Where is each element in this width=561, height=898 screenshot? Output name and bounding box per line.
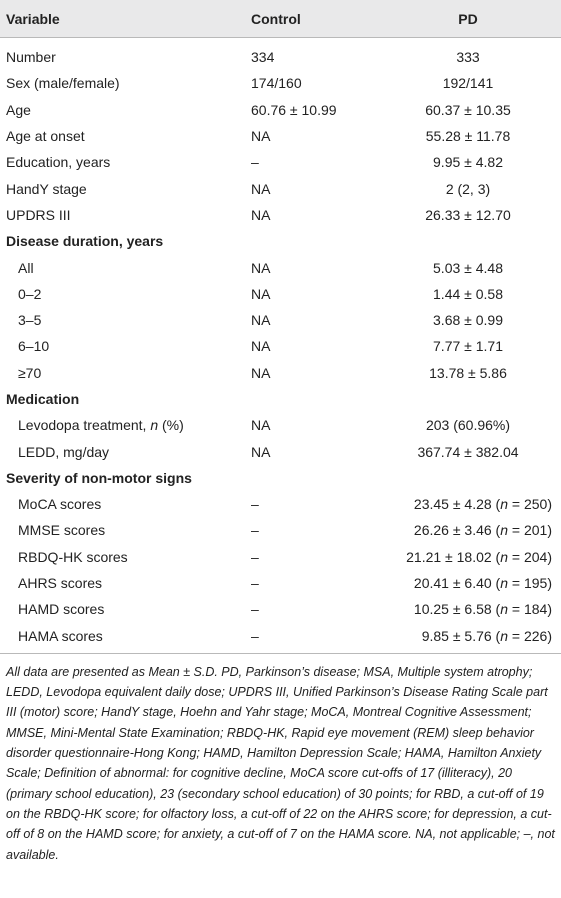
table-row [0,307,561,333]
row-pd-value: 7.77 ± 1.71 [433,338,503,355]
section-title-disease-duration: Disease duration, years [6,233,164,250]
row-label: LEDD, mg/day [18,443,110,460]
row-label: AHRS scores [18,575,103,592]
n-count: = 226) [508,627,552,644]
row-control-value: – [251,548,259,565]
row-control-value: NA [251,259,271,276]
table-row [0,412,561,438]
row-control-value: 60.76 ± 10.99 [251,101,337,118]
row-control-value: NA [251,417,271,434]
row-pd-value: 13.78 ± 5.86 [429,364,507,381]
section-heading-row [0,386,561,412]
row-control-value: NA [251,443,271,460]
row-label: Age at onset [6,128,85,145]
table-row [0,570,561,596]
row-label: HandY stage [6,180,87,197]
row-control-value: NA [251,180,271,197]
row-label: 3–5 [18,312,42,329]
section-heading-row [0,465,561,491]
row-label: Sex (male/female) [6,75,120,92]
n-symbol: n [500,575,509,592]
table-row [0,281,561,307]
table-row [0,623,561,654]
table-row [0,596,561,622]
table-row [0,175,561,201]
row-pd-value: 192/141 [442,75,494,92]
section-title-medication: Medication [6,391,80,407]
n-count: = 250) [508,496,552,513]
table-footnote: All data are presented as Mean ± S.D. PD, Parkinson’s disease; MSA, Multiple system atrophy; LEDD, Levodopa equivalent daily dose; UPDRS III, Unified Parkinson’s Disease Rating Scale part III (motor) score; HandY stage, Hoehn and Yahr stage; MoCA, Montreal Cognitive Assessment; MMSE, Mini-Mental State Examination; RBDQ-HK, Rapid eye movement (REM) sleep behavior disorder questionnaire-Hong Kong; HAMD, Hamilton Depression Scale; HAMA, Hamilton Anxiety Scale; Definition of abnormal: for cognitive decline, MoCA score cut-offs of 17 (illiteracy), 20 (primary school education), 23 (secondary school education) of 30 points; for RBD, a cut-off of 19 on the RBDQ-HK score; for olfactory loss, a cut-off of 22 on the AHRS score; for depression, a cut-off of 8 on the HAMD score; for anxiety, a cut-off of 7 on the HAMA score. NA, not applicable; –, not available. [6,664,555,862]
row-control-value: NA [251,206,271,223]
table-header-row [0,0,561,38]
row-pd-value: 1.44 ± 0.58 [433,285,503,302]
row-label: UPDRS III [6,206,71,223]
table-row [0,491,561,517]
header-pd: PD [375,0,561,38]
n-symbol: n [500,496,509,513]
row-control-value: – [251,496,259,513]
row-label: Education, years [6,154,111,171]
pd-stat: 10.25 ± 6.58 ( [413,601,501,618]
row-label: 0–2 [18,285,42,302]
row-pd-value: 60.37 ± 10.35 [425,101,511,118]
row-label: MMSE scores [18,522,106,539]
row-pd-value: 2 (2, 3) [445,180,491,197]
table-row [0,149,561,175]
row-pd-value: 5.03 ± 4.48 [433,259,503,276]
section-heading-row [0,228,561,254]
table-row [0,360,561,386]
row-pd-value [375,596,561,622]
table-row [0,70,561,96]
row-control-value: NA [251,338,271,355]
row-control-value: – [251,575,259,592]
row-pd-value: 3.68 ± 0.99 [433,312,503,329]
n-symbol: n [500,548,509,565]
row-pd-value: 55.28 ± 11.78 [425,128,511,145]
header-control: Control [245,0,375,38]
row-label [0,412,245,438]
levodopa-label-text: Levodopa treatment, [18,417,151,434]
pd-stat: 21.21 ± 18.02 ( [406,548,501,565]
table-row [0,254,561,280]
table-row [0,97,561,123]
n-count: = 204) [508,548,552,565]
row-pd-value [375,623,561,654]
n-symbol: n [500,627,509,644]
table-row [0,544,561,570]
n-count: = 201) [508,522,552,539]
row-pd-value: 9.95 ± 4.82 [433,154,503,171]
pd-stat: 26.26 ± 3.46 ( [413,522,501,539]
row-pd-value: 333 [456,49,480,66]
row-control-value: – [251,522,259,539]
table-row [0,38,561,71]
header-variable: Variable [0,0,245,38]
row-label: RBDQ-HK scores [18,548,128,565]
n-count: = 195) [508,575,552,592]
section-title-non-motor: Severity of non-motor signs [6,469,192,486]
pd-stat: 9.85 ± 5.76 ( [421,627,501,644]
row-control-value: NA [251,364,271,381]
row-pd-value [375,491,561,517]
row-label: ≥70 [18,364,42,381]
row-pd-value [375,544,561,570]
n-symbol: n [500,601,509,618]
table-row [0,333,561,359]
row-pd-value: 203 (60.96%) [425,417,511,434]
table-row [0,517,561,543]
n-count: = 184) [508,601,552,618]
row-control-value: NA [251,285,271,302]
row-control-value: – [245,623,375,654]
row-control-value: 334 [251,49,275,66]
pd-stat: 20.41 ± 6.40 ( [413,575,501,592]
row-label: MoCA scores [18,496,102,513]
n-symbol: n [500,522,509,539]
row-label: HAMA scores [0,623,245,654]
row-control-value: – [251,154,259,171]
row-label: Age [6,101,31,118]
row-pd-value [375,570,561,596]
row-pd-value [375,517,561,543]
row-label: 6–10 [18,338,50,355]
row-label: All [18,259,34,276]
table-row [0,123,561,149]
row-control-value: 174/160 [251,75,302,92]
n-symbol: n [150,417,159,434]
table-row [0,438,561,464]
row-label: HAMD scores [18,601,105,618]
row-pd-value: 26.33 ± 12.70 [425,206,511,223]
row-control-value: – [251,601,259,618]
row-label: Number [6,49,56,66]
pd-stat: 23.45 ± 4.28 ( [413,496,501,513]
row-control-value: NA [251,312,271,329]
table-row [0,202,561,228]
levodopa-label-suffix: (%) [158,417,184,434]
row-pd-value: 367.74 ± 382.04 [417,443,519,460]
row-control-value: NA [251,128,271,145]
